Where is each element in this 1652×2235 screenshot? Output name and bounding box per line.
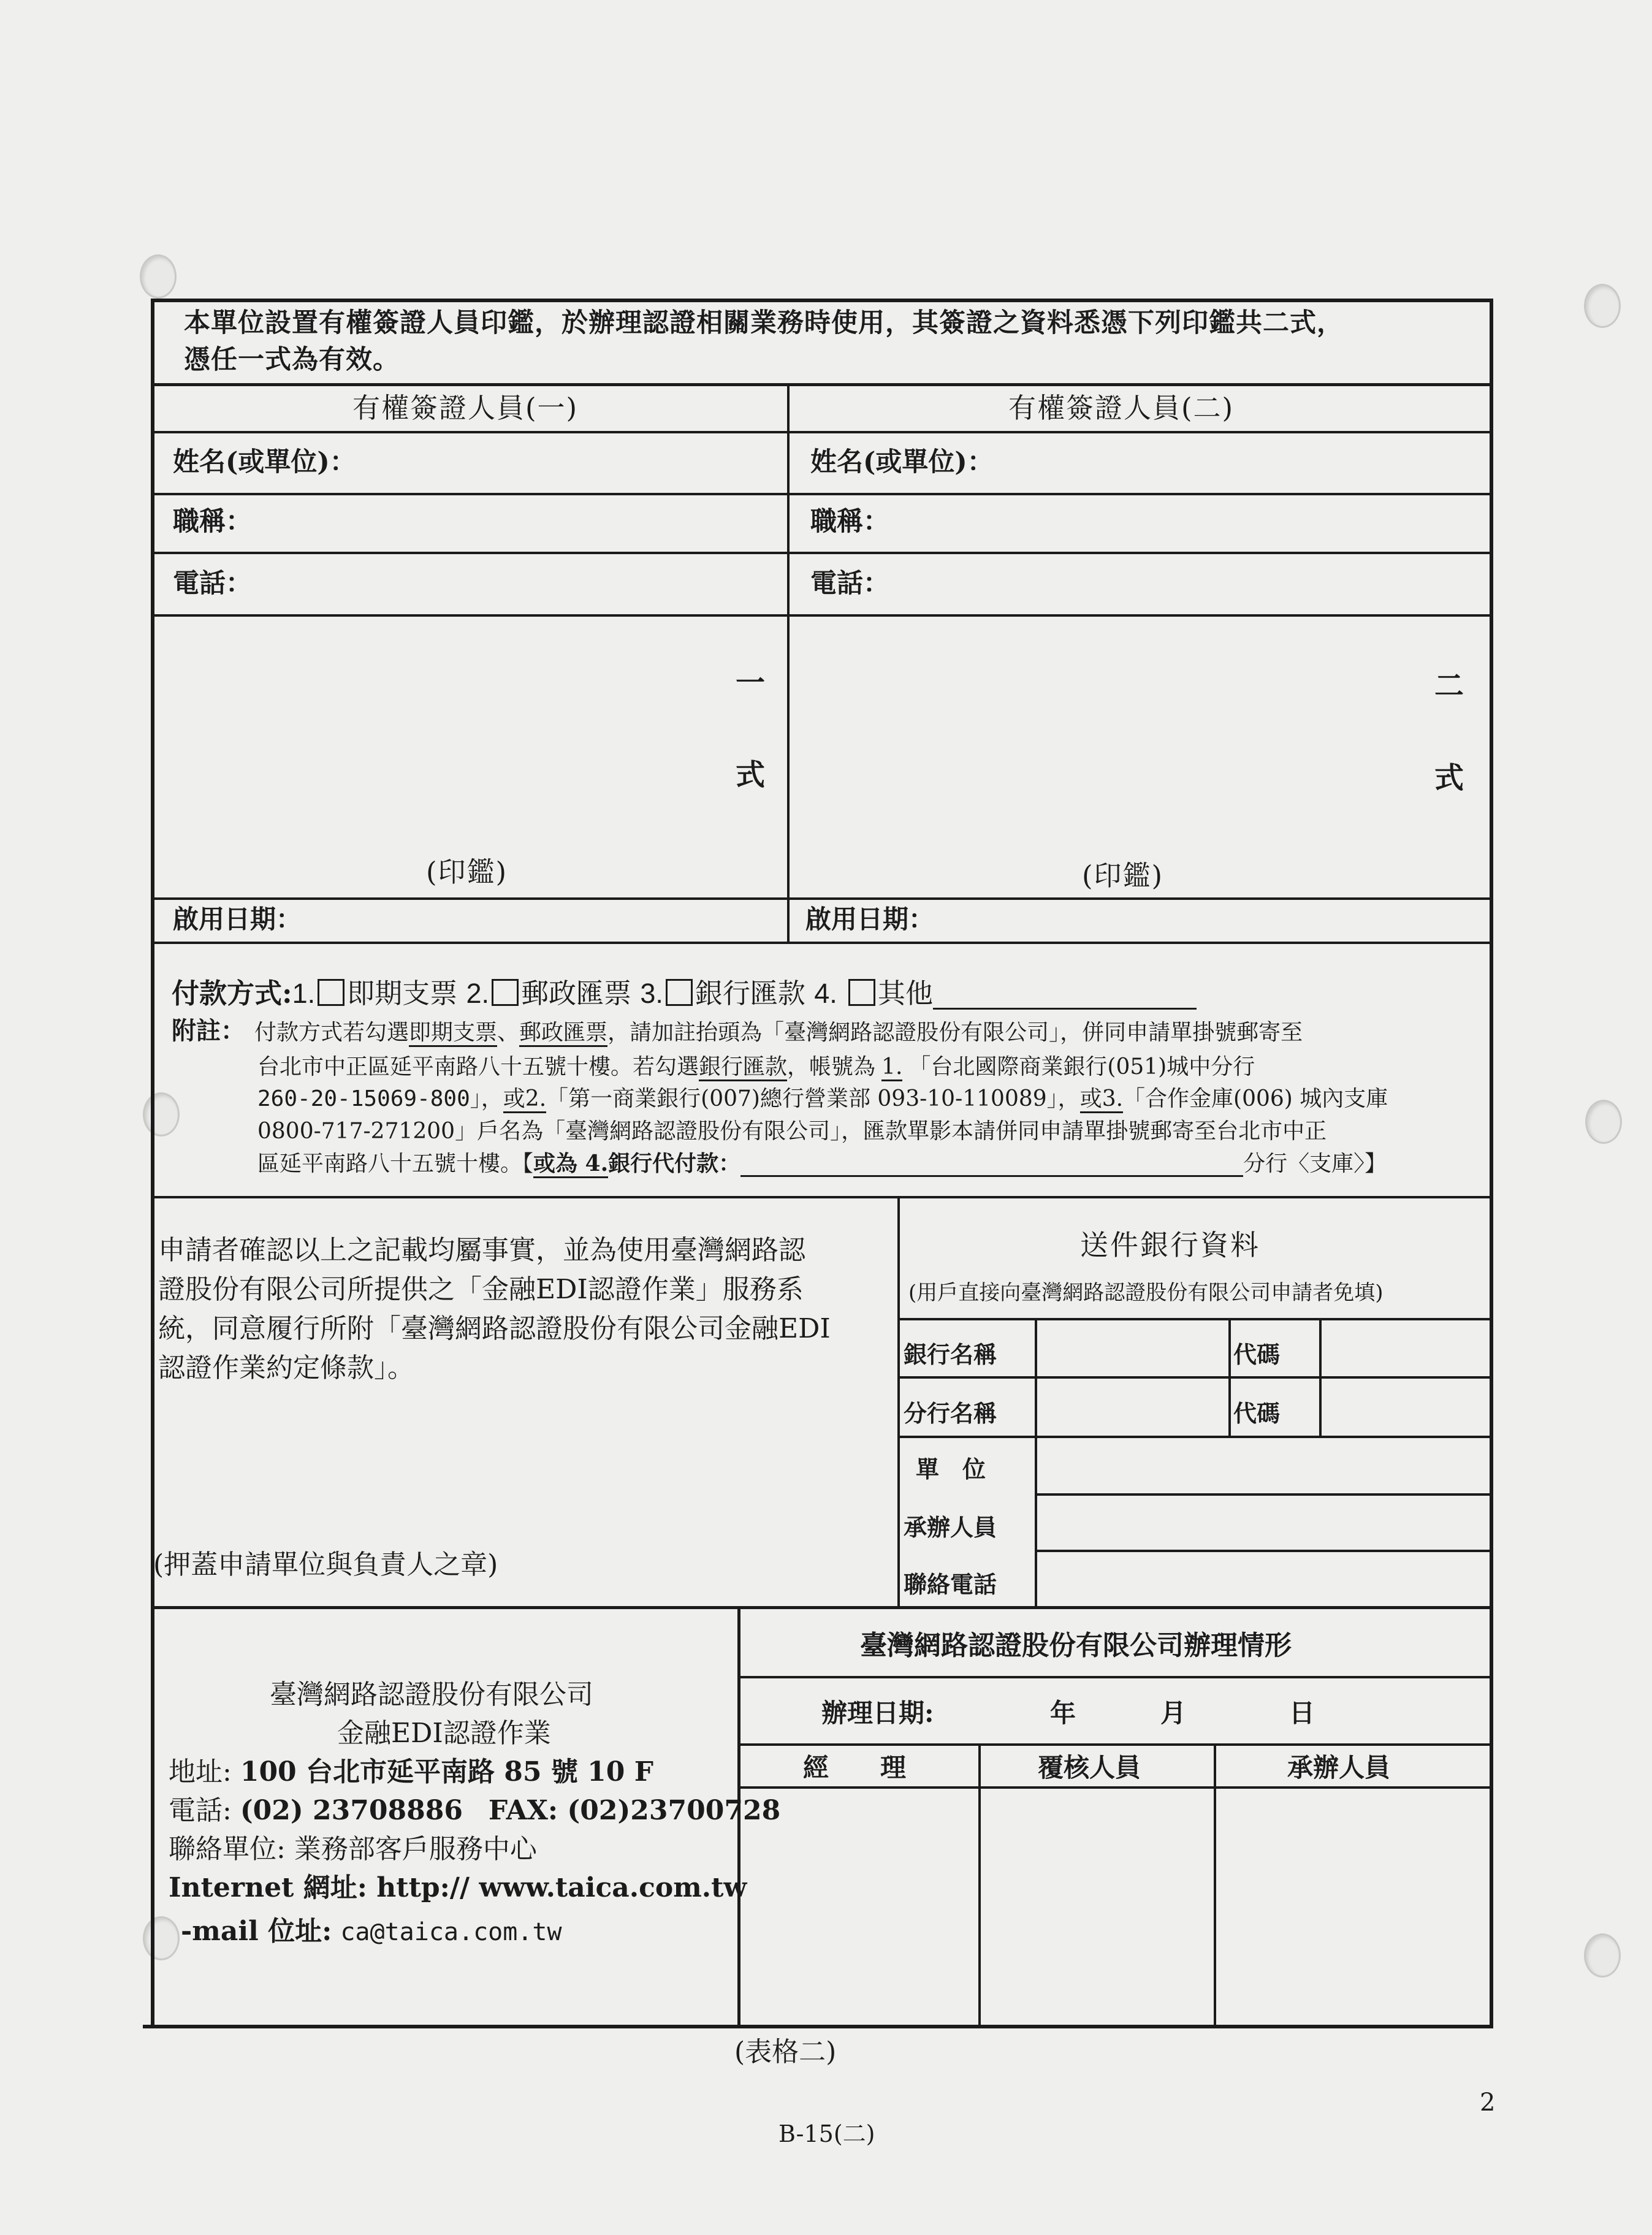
note-text: 區延平南路八十五號十樓。【	[257, 1151, 534, 1176]
payment-method-row	[172, 978, 1197, 1010]
processing-day: 日	[1289, 1698, 1315, 1728]
note-text: 「台北國際商業銀行(051)城中分行	[908, 1054, 1255, 1079]
bank-code-left	[1228, 1318, 1231, 1436]
frame-top	[151, 299, 1493, 302]
bank-row-divider-3	[1036, 1493, 1490, 1496]
internet-value: http:// www.taica.com.tw	[376, 1872, 747, 1903]
contact-phone-label: 聯絡電話	[904, 1571, 997, 1598]
payment-note-line-1	[254, 1020, 1303, 1045]
unit-label: 單 位	[916, 1455, 986, 1483]
bank-code-field[interactable]	[1323, 1322, 1487, 1374]
signer-one-date-label: 啟用日期：	[173, 904, 302, 934]
payment-option-1-num: 1.	[292, 978, 316, 1009]
processing-year: 年	[1050, 1698, 1076, 1728]
frame-bottom	[143, 2025, 1493, 2028]
handler-sign-box[interactable]	[1217, 1790, 1487, 2023]
email-label: -mail 位址:	[181, 1916, 332, 1947]
processing-col-divider-1	[978, 1743, 981, 2028]
note-underlined-option: 或為 4.	[533, 1151, 608, 1178]
contact-value: 業務部客戶服務中心	[294, 1833, 537, 1865]
bank-name-label: 銀行名稱	[904, 1341, 997, 1368]
handler-field[interactable]	[1038, 1497, 1487, 1547]
processing-title: 臺灣網路認證股份有限公司辦理情形	[860, 1630, 1292, 1661]
bank-label-divider	[1035, 1318, 1037, 1609]
declaration-bottom-divider	[151, 1606, 1493, 1609]
signer-phone-divider	[151, 614, 1493, 617]
punch-hole	[143, 1916, 180, 1960]
note-text: 台北市中正區延平南路八十五號十樓。若勾選	[257, 1054, 699, 1079]
signer-one-heading: 有權簽證人員(一)	[352, 392, 579, 424]
note-text: ，請加註抬頭為「臺灣網路認證股份有限公司」，併同申請單掛號郵寄至	[607, 1020, 1303, 1045]
bank-code-label: 代碼	[1233, 1341, 1281, 1368]
manager-sign-box[interactable]	[742, 1790, 976, 2023]
note-text: 「第一商業銀行(007)總行營業部 093-10-110089」，	[546, 1086, 1080, 1111]
signer-two-form-char2: 式	[1434, 761, 1464, 795]
payment-bottom-divider	[151, 1196, 1493, 1198]
payment-option-4-num: 4.	[814, 978, 837, 1009]
signer-one-phone-label: 電話：	[173, 568, 252, 599]
unit-field[interactable]	[1038, 1439, 1487, 1491]
signer-two-form-char1: 二	[1434, 669, 1464, 703]
payment-option-3-label: 銀行匯款	[695, 977, 805, 1010]
address-label: 地址:	[169, 1756, 232, 1788]
signer-one-name-label: 姓名(或單位)：	[173, 447, 356, 478]
declaration-line-2: 證股份有限公司所提供之「金融EDI認證作業」服務系	[158, 1274, 804, 1305]
payment-option-2-label: 郵政匯票	[521, 977, 632, 1010]
declaration-line-1: 申請者確認以上之記載均屬事實，並為使用臺灣網路認	[158, 1235, 805, 1266]
signer-heading-divider	[151, 431, 1493, 433]
note-text: 付款方式若勾選	[254, 1020, 409, 1045]
signer-title-divider	[151, 552, 1493, 554]
payment-note-line-2	[257, 1054, 1255, 1079]
processing-month: 月	[1160, 1698, 1187, 1728]
signer-two-name-label: 姓名(或單位)：	[810, 447, 994, 478]
company-contact	[169, 1834, 537, 1865]
processing-header-divider	[737, 1786, 1493, 1789]
email-value: ca@taica.com.tw	[340, 1918, 562, 1946]
punch-hole	[140, 254, 177, 299]
contact-label: 聯絡單位:	[169, 1833, 286, 1865]
payment-note-label: 附註：	[172, 1016, 245, 1045]
signer-one-title-label: 職稱：	[173, 506, 252, 537]
punch-hole	[1585, 1100, 1622, 1144]
handler-label: 承辦人員	[904, 1513, 997, 1541]
payment-option-3-num: 3.	[640, 978, 663, 1009]
note-text: 分行〈支庫〉】	[1243, 1151, 1387, 1176]
payment-option-4-checkbox[interactable]	[848, 979, 875, 1006]
branch-code-label: 代碼	[1233, 1399, 1281, 1427]
declaration-stamp-area[interactable]	[158, 1392, 894, 1539]
signer-column-divider	[787, 383, 790, 942]
branch-name-field[interactable]	[1038, 1380, 1226, 1433]
signer-table-bottom	[151, 942, 1493, 944]
payment-option-1-checkbox[interactable]	[318, 979, 344, 1006]
frame-right	[1490, 299, 1493, 2028]
note-underlined-number: 或3.	[1080, 1086, 1123, 1113]
note-underlined-number: 1.	[881, 1054, 902, 1081]
company-phone	[169, 1795, 780, 1827]
note-text: ，帳號為	[787, 1054, 876, 1079]
phone-value: (02) 23708886	[240, 1795, 463, 1826]
note-text: 銀行代付款：	[608, 1151, 741, 1176]
branch-name-label: 分行名稱	[904, 1399, 997, 1427]
branch-code-field[interactable]	[1323, 1380, 1487, 1433]
signer-two-phone-label: 電話：	[810, 568, 889, 599]
signer-two-seal-box[interactable]	[792, 619, 1486, 894]
address-value: 100 台北市延平南路 85 號 10 F	[240, 1756, 653, 1788]
payment-method-label: 付款方式:	[172, 977, 292, 1010]
processing-col-reviewer: 覆核人員	[1038, 1753, 1141, 1783]
punch-hole	[1584, 1933, 1621, 1978]
form-code: B-15(二)	[778, 2120, 875, 2147]
payment-option-2-checkbox[interactable]	[492, 979, 519, 1006]
payment-option-3-checkbox[interactable]	[666, 979, 693, 1006]
payment-note-line-3	[257, 1086, 1388, 1111]
processing-date-label: 辦理日期:	[821, 1698, 934, 1728]
payment-option-2-num: 2.	[466, 978, 490, 1009]
processing-date-divider	[737, 1743, 1493, 1746]
bank-info-subtitle: (用戶直接向臺灣網路認證股份有限公司申請者免填)	[908, 1281, 1384, 1305]
declaration-stamp-label: (押蓋申請單位與負責人之章)	[153, 1549, 498, 1580]
phone-label: 電話:	[169, 1795, 232, 1826]
declaration-line-3: 統，同意履行所附「臺灣網路認證股份有限公司金融EDI	[158, 1313, 831, 1344]
company-address	[169, 1757, 653, 1788]
intro-line-2: 憑任一式為有效。	[184, 345, 400, 375]
frame-left	[151, 299, 154, 2028]
bank-table-left	[897, 1196, 900, 1609]
processing-col-handler: 承辦人員	[1287, 1753, 1391, 1783]
signer-one-form-char1: 一	[736, 666, 766, 700]
note-underlined-check: 即期支票	[409, 1020, 497, 1047]
intro-line-1: 本單位設置有權簽證人員印鑑，於辦理認證相關業務時使用，其簽證之資料悉憑下列印鑑共二式，	[184, 308, 1344, 338]
bank-code-right	[1319, 1318, 1322, 1436]
bank-info-title: 送件銀行資料	[1080, 1228, 1260, 1262]
signer-table-top	[151, 383, 1493, 386]
bank-row-divider-1	[897, 1376, 1490, 1379]
table-label: (表格二)	[734, 2036, 837, 2068]
payment-option-1-label: 即期支票	[347, 977, 458, 1010]
note-underlined-transfer: 銀行匯款	[699, 1054, 787, 1081]
processing-title-divider	[737, 1676, 1493, 1678]
payment-option-4-label: 其他	[878, 977, 934, 1010]
processing-col-manager: 經 理	[803, 1753, 907, 1783]
internet-label: Internet 網址:	[169, 1872, 367, 1903]
payment-other-blank[interactable]	[933, 983, 1197, 1010]
signer-seal-divider	[151, 897, 1493, 900]
signer-name-divider	[151, 493, 1493, 495]
punch-hole	[1584, 284, 1621, 328]
bank-name-field[interactable]	[1038, 1322, 1226, 1374]
note-account: 260-20-15069-800」，	[257, 1086, 503, 1111]
signer-two-date-label: 啟用日期：	[805, 904, 935, 934]
company-name: 臺灣網路認證股份有限公司	[270, 1679, 593, 1710]
company-service: 金融EDI認證作業	[337, 1718, 551, 1749]
signer-one-seal-box[interactable]	[157, 619, 783, 894]
punch-hole	[143, 1092, 180, 1137]
payment-note-line-5	[257, 1151, 1387, 1177]
signer-one-seal-label: (印鑑)	[426, 856, 508, 888]
bank-header-divider	[897, 1318, 1490, 1320]
processing-col-divider-2	[1214, 1743, 1216, 2028]
company-internet[interactable]	[169, 1873, 747, 1904]
signer-two-seal-label: (印鑑)	[1082, 859, 1164, 892]
note-underlined-number: 或2.	[503, 1086, 546, 1113]
signer-two-title-label: 職稱：	[810, 506, 889, 537]
signer-one-form-char2: 式	[736, 758, 766, 792]
reviewer-sign-box[interactable]	[982, 1790, 1211, 2023]
signer-two-heading: 有權簽證人員(二)	[1008, 392, 1235, 424]
payment-note-line-4: 0800-717-271200」戶名為「臺灣網路認證股份有限公司」，匯款單影本請併同申請單掛號郵寄至台北市中正	[257, 1119, 1327, 1144]
page-number: 2	[1480, 2088, 1496, 2117]
note-text: 「合作金庫(006) 城內支庫	[1123, 1086, 1388, 1111]
bank-payment-blank[interactable]	[740, 1154, 1243, 1177]
fax-value: FAX: (02)23700728	[488, 1795, 781, 1826]
company-email[interactable]	[181, 1916, 562, 1948]
note-underlined-postal: 郵政匯票	[519, 1020, 607, 1047]
note-text: 、	[497, 1020, 520, 1045]
declaration-line-4: 認證作業約定條款」。	[158, 1352, 414, 1384]
bank-row-divider-2	[897, 1436, 1490, 1438]
contact-phone-field[interactable]	[1038, 1553, 1487, 1606]
bank-row-divider-4	[1036, 1550, 1490, 1552]
